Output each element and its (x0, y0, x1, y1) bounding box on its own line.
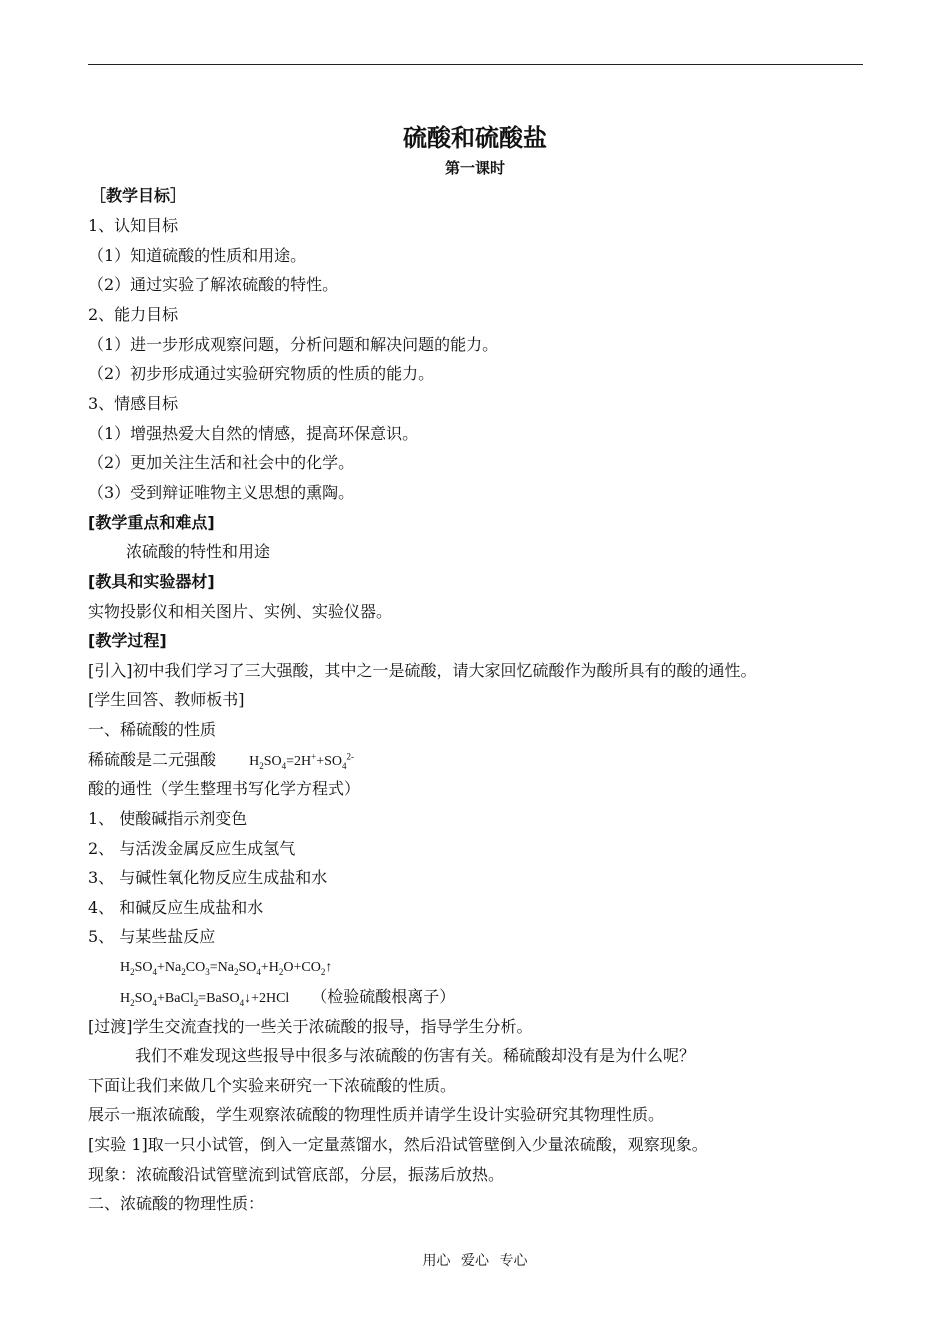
property-item-1: 1、 使酸碱指示剂变色 (88, 809, 248, 828)
emotion-goal: 3、情感目标 (88, 394, 179, 413)
materials-heading: [教具和实验器材] (88, 572, 215, 591)
emotion-item-2: （2）更加关注生活和社会中的化学。 (88, 453, 355, 472)
dilute-acid-line (88, 750, 354, 772)
ability-item-1: （1）进一步形成观察问题，分析问题和解决问题的能力。 (88, 335, 499, 354)
cognitive-item-2: （2）通过实验了解浓硫酸的特性。 (88, 275, 339, 294)
section-dilute-acid: 一、稀硫酸的性质 (88, 720, 217, 739)
transition-text: [过渡]学生交流查找的一些关于浓硫酸的报导，指导学生分析。 (88, 1017, 533, 1036)
materials-text: 实物投影仪和相关图片、实例、实验仪器。 (88, 602, 393, 621)
property-item-2: 2、 与活泼金属反应生成氢气 (88, 839, 296, 858)
student-answer-text: [学生回答、教师板书] (88, 690, 245, 709)
header-rule (88, 64, 863, 65)
experiment-1: [实验 1]取一只小试管，倒入一定量蒸馏水，然后沿试管壁倒入少量浓硫酸，观察现象。 (88, 1135, 708, 1154)
equation-barium: $H_2SO_4+BaCl_2=BaSO_4↓+2HCl$ （检验硫酸根离子） (120, 987, 456, 1008)
property-item-3: 3、 与碱性氧化物反应生成盐和水 (88, 868, 328, 887)
equation-note: （检验硫酸根离子） (311, 987, 456, 1006)
dilute-acid-text: 稀硫酸是二元强酸 (88, 750, 217, 769)
process-heading: [教学过程] (88, 631, 167, 650)
emotion-item-3: （3）受到辩证唯物主义思想的熏陶。 (88, 483, 355, 502)
document-title: 硫酸和硫酸盐 (403, 124, 547, 152)
focus-text: 浓硫酸的特性和用途 (126, 542, 271, 561)
document-subtitle: 第一课时 (444, 159, 505, 177)
emotion-item-1: （1）增强热爱大自然的情感，提高环保意识。 (88, 424, 419, 443)
intro-text: [引入]初中我们学习了三大强酸，其中之一是硫酸，请大家回忆硫酸作为酸所具有的酸的通性。 (88, 661, 757, 680)
phenomenon-text: 现象：浓硫酸沿试管壁流到试管底部，分层，振荡后放热。 (88, 1165, 505, 1184)
page-footer: 用心 爱心 专心 (422, 1253, 528, 1269)
paragraph-2: 下面让我们来做几个实验来研究一下浓硫酸的性质。 (88, 1076, 457, 1095)
equation-carbonate: $H_2SO_4+Na_2CO_3=Na_2SO_4+H_2O+CO_2↑$ (120, 960, 333, 977)
ionization-equation: $H_2SO_4=2H^++SO_4^{2-}$ (249, 751, 355, 771)
general-properties: 酸的通性（学生整理书写化学方程式） (88, 779, 361, 798)
paragraph-3: 展示一瓶浓硫酸，学生观察浓硫酸的物理性质并请学生设计实验研究其物理性质。 (88, 1105, 665, 1124)
section-physical-properties: 二、浓硫酸的物理性质： (88, 1194, 265, 1213)
cognitive-goal: 1、认知目标 (88, 216, 179, 235)
paragraph-1: 我们不难发现这些报导中很多与浓硫酸的伤害有关。稀硫酸却没有是为什么呢？ (135, 1046, 696, 1065)
focus-heading: [教学重点和难点] (88, 513, 215, 532)
property-item-4: 4、 和碱反应生成盐和水 (88, 898, 264, 917)
ability-goal: 2、能力目标 (88, 305, 179, 324)
ability-item-2: （2）初步形成通过实验研究物质的性质的能力。 (88, 364, 435, 383)
cognitive-item-1: （1）知道硫酸的性质和用途。 (88, 246, 307, 265)
objectives-heading: ［教学目标］ (90, 186, 187, 205)
property-item-5: 5、 与某些盐反应 (88, 927, 216, 946)
